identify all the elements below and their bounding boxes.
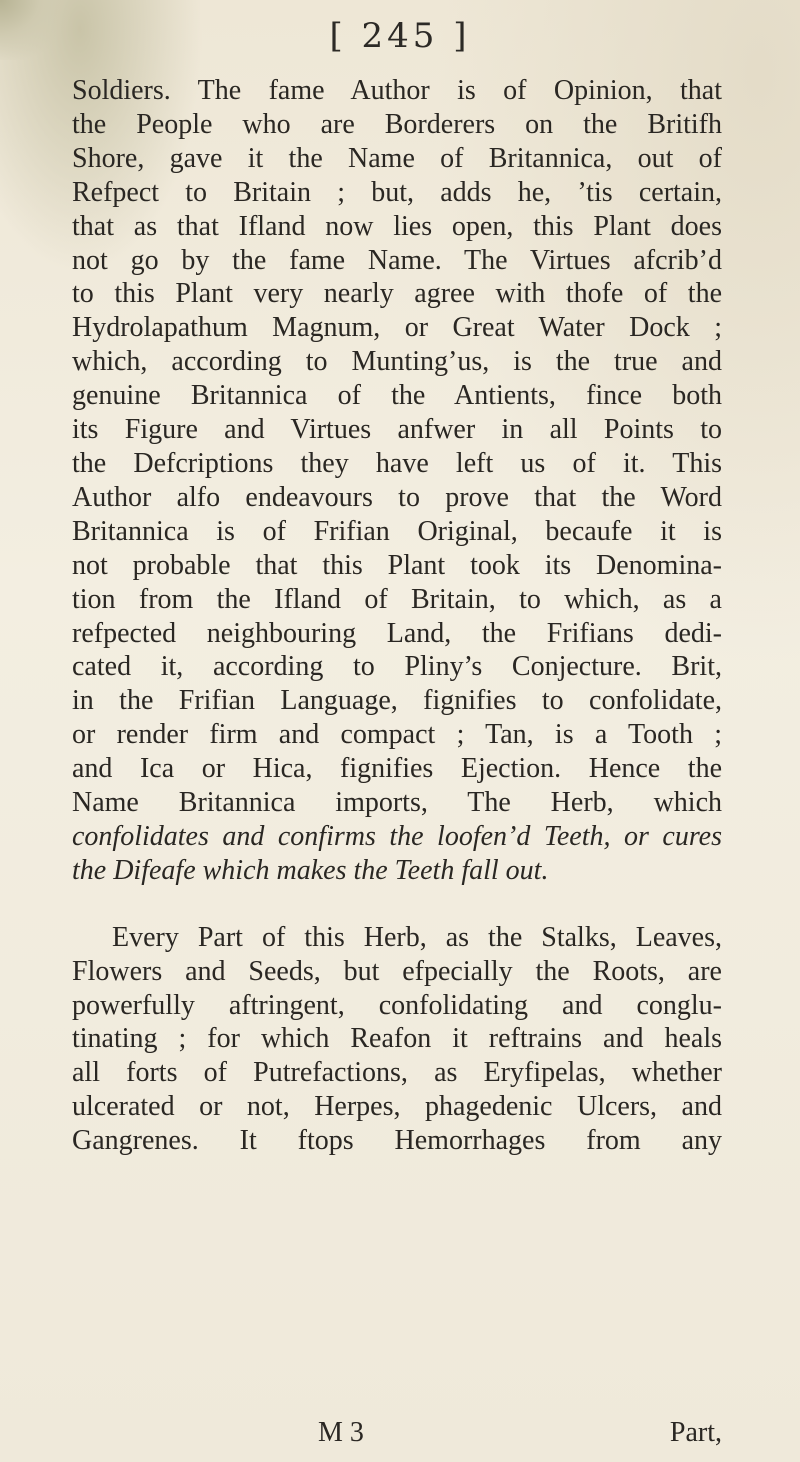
text-line: the Difeafe which makes the Teeth fall out. xyxy=(72,854,549,886)
text-line: genuine Britannica of the Antients, fince both xyxy=(72,380,722,412)
text-line: all forts of Putrefactions, as Eryfipelas, whether xyxy=(72,1057,722,1089)
text-line: Name Britannica imports, The Herb, which xyxy=(72,787,722,819)
paragraph-1 xyxy=(72,74,722,888)
text-line: Shore, gave it the Name of Britannica, out of xyxy=(72,142,722,174)
text-line: in the Frifian Language, fignifies to confolidate, xyxy=(72,685,722,717)
text-line: cated it, according to Pliny’s Conjecture. Brit, xyxy=(72,651,722,683)
text-line: tinating ; for which Reafon it reftrains and heals xyxy=(72,1023,722,1055)
text-line: tion from the Ifland of Britain, to which, as a xyxy=(72,583,722,615)
paragraph-2 xyxy=(72,921,722,1158)
text-line: refpected neighbouring Land, the Frifians dedi- xyxy=(72,617,722,649)
text-line: to this Plant very nearly agree with thofe of the xyxy=(72,278,722,310)
text-line: Soldiers. The fame Author is of Opinion, that xyxy=(72,75,722,106)
text-line: which, according to Munting’us, is the true and xyxy=(72,346,722,378)
text-line: that as that Ifland now lies open, this Plant does xyxy=(72,210,722,242)
text-line: and Ica or Hica, fignifies Ejection. Hence the xyxy=(72,753,722,785)
text-line: Flowers and Seeds, but efpecially the Roots, are xyxy=(72,955,722,987)
text-line: the Defcriptions they have left us of it. This xyxy=(72,447,722,479)
text-line: Gangrenes. It ftops Hemorrhages from any xyxy=(72,1125,722,1157)
text-line: Refpect to Britain ; but, adds he, ’tis certain, xyxy=(72,176,722,208)
text-line: ulcerated or not, Herpes, phagedenic Ulcers, and xyxy=(72,1091,722,1123)
page-body xyxy=(72,74,722,1158)
text-line: not go by the fame Name. The Virtues afcrib’d xyxy=(72,244,722,276)
text-line: not probable that this Plant took its Denomina- xyxy=(72,549,722,581)
text-line: its Figure and Virtues anfwer in all Points to xyxy=(72,414,722,446)
text-line: powerfully aftringent, confolidating and conglu- xyxy=(72,989,722,1021)
text-line: Author alfo endeavours to prove that the Word xyxy=(72,481,722,513)
signature-mark: M 3 xyxy=(318,1417,364,1448)
text-line: or render firm and compact ; Tan, is a Tooth ; xyxy=(72,719,722,751)
text-line: the People who are Borderers on the Britifh xyxy=(72,108,722,140)
catchword: Part, xyxy=(669,1417,722,1448)
text-line: confolidates and confirms the loofen’d Teeth, or cures xyxy=(72,820,722,852)
page-number: [ 245 ] xyxy=(329,16,471,56)
text-line: Hydrolapathum Magnum, or Great Water Dock ; xyxy=(72,312,722,344)
text-line: Every Part of this Herb, as the Stalks, Leaves, xyxy=(112,921,722,953)
text-line: Britannica is of Frifian Original, becaufe it is xyxy=(72,515,722,547)
